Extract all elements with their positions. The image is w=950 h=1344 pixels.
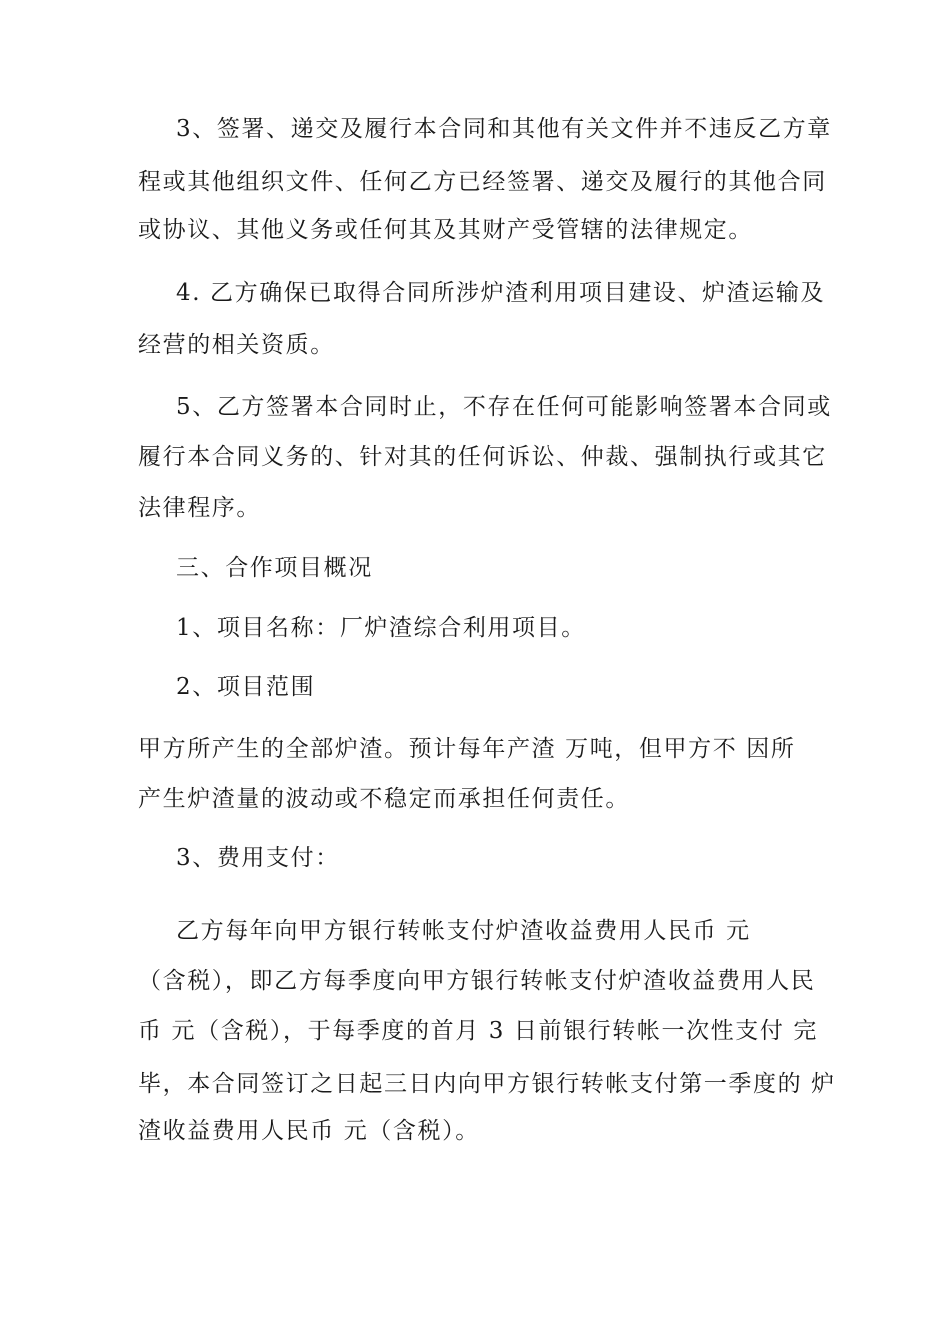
clause-3-line-2: 程或其他组织文件、任何乙方已经签署、递交及履行的其他合同 xyxy=(138,169,827,195)
fee-payment-line-3: 币 元（含税），于每季度的首月 3 日前银行转帐一次性支付 完 xyxy=(138,1018,818,1044)
project-name: 1、项目名称：厂炉渣综合利用项目。 xyxy=(176,615,586,641)
fee-payment-line-2: （含税），即乙方每季度向甲方银行转帐支付炉渣收益费用人民 xyxy=(138,968,816,994)
project-scope-heading: 2、项目范围 xyxy=(176,674,316,700)
clause-3-line-3: 或协议、其他义务或任何其及其财产受管辖的法律规定。 xyxy=(138,217,753,243)
section-heading: 三、合作项目概况 xyxy=(176,555,373,581)
project-scope-line-1: 甲方所产生的全部炉渣。预计每年产渣 万吨，但甲方不 因所 xyxy=(138,736,796,762)
fee-payment-line-1: 乙方每年向甲方银行转帐支付炉渣收益费用人民币 元 xyxy=(176,918,751,944)
fee-payment-heading: 3、费用支付： xyxy=(176,845,340,871)
fee-payment-line-5: 渣收益费用人民币 元（含税）。 xyxy=(138,1118,480,1144)
clause-4-line-2: 经营的相关资质。 xyxy=(138,332,335,358)
clause-5-line-2: 履行本合同义务的、针对其的任何诉讼、仲裁、强制执行或其它 xyxy=(138,444,827,470)
clause-5-line-3: 法律程序。 xyxy=(138,495,261,521)
clause-3-line-1: 3、签署、递交及履行本合同和其他有关文件并不违反乙方章 xyxy=(176,116,832,142)
clause-4-line-1: 4. 乙方确保已取得合同所涉炉渣利用项目建设、炉渣运输及 xyxy=(176,280,826,306)
clause-5-line-1: 5、乙方签署本合同时止，不存在任何可能影响签署本合同或 xyxy=(176,394,832,420)
project-scope-line-2: 产生炉渣量的波动或不稳定而承担任何责任。 xyxy=(138,786,630,812)
fee-payment-line-4: 毕，本合同签订之日起三日内向甲方银行转帐支付第一季度的 炉 xyxy=(138,1071,836,1097)
